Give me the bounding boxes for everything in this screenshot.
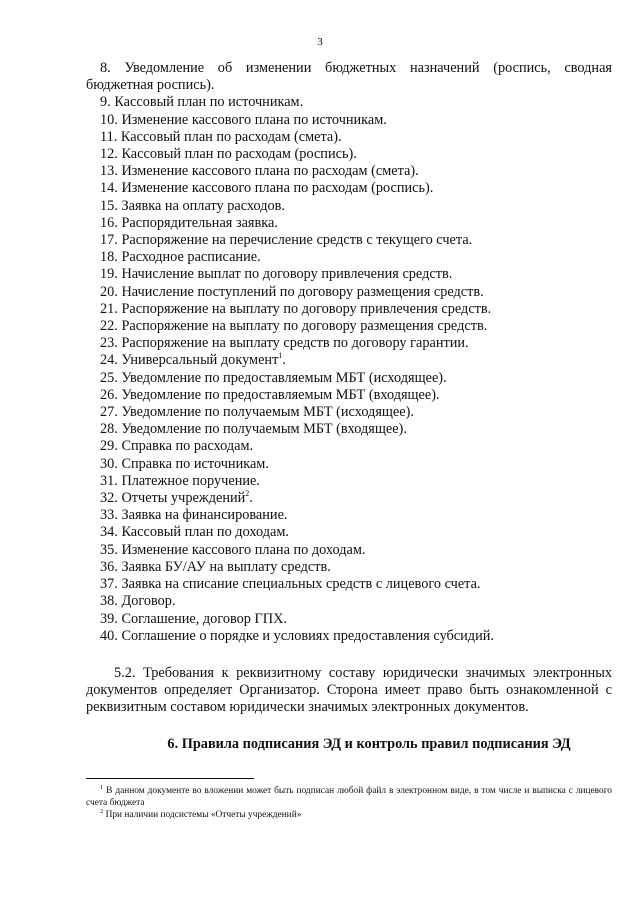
list-item-number: 40. [100,627,118,644]
list-item-text: Изменение кассового плана по доходам. [121,541,366,558]
list-item-number: 28. [100,421,118,438]
list-item [86,335,612,352]
list-item-number: 14. [100,180,118,197]
list-item [86,593,612,610]
document-list [86,60,612,645]
section-heading: 6. Правила подписания ЭД и контроль правил подписания ЭД [167,735,571,752]
list-item-text: Договор. [121,593,176,610]
list-item-number: 18. [100,249,118,266]
list-item [86,507,612,524]
list-item-number: 23. [100,335,118,352]
list-item [86,180,612,197]
list-item-number: 39. [100,610,118,627]
footnote-divider [86,778,254,779]
list-item-number: 38. [100,593,118,610]
list-item-number: 17. [100,232,118,249]
list-item-text: Распоряжение на выплату средств по договору гарантии. [121,335,469,352]
list-item-number: 12. [100,146,118,163]
list-item-text: Уведомление по предоставляемым МБТ (исходящее). [121,369,447,386]
list-item [86,404,612,421]
list-item-text: Универсальный документ [121,352,279,369]
list-item-text: Заявка БУ/АУ на выплату средств. [121,558,331,575]
list-item [86,232,612,249]
list-item-number: 20. [100,283,118,300]
list-item-number: 22. [100,318,118,335]
list-item-text: Платежное поручение. [121,472,260,489]
list-item-text: Начисление поступлений по договору размещения средств. [121,283,484,300]
list-item-number: 27. [100,404,118,421]
list-item [86,438,612,455]
list-item [86,266,612,283]
list-item-text: Справка по расходам. [121,438,254,455]
list-item-number: 33. [100,507,118,524]
list-item [86,421,612,438]
footnote [86,809,612,821]
list-item-number: 35. [100,541,118,558]
list-item-number: 31. [100,472,118,489]
list-item-number: 25. [100,369,118,386]
list-item [86,490,612,507]
list-item [86,473,612,490]
footnotes [86,785,612,821]
list-item [86,112,612,129]
footnote-reference: 2 [245,489,250,499]
list-item-number: 10. [100,111,118,128]
list-item-text: Уведомление по предоставляемым МБТ (входящее). [121,386,440,403]
list-item [86,576,612,593]
list-item-text: Распоряжение на перечисление средств с текущего счета. [121,232,473,249]
list-item-text: Кассовый план по доходам. [121,524,289,541]
list-item [86,249,612,266]
list-item [86,301,612,318]
list-item-text: Отчеты учреждений [121,490,246,507]
list-item-text: Уведомление по получаемым МБТ (исходящее). [121,404,414,421]
list-item-number: 24. [100,352,118,369]
list-item [86,60,612,94]
list-item-text: Справка по источникам. [121,455,269,472]
list-item-tail: . [249,490,253,507]
list-item-text: Распоряжение на выплату по договору размещения средств. [121,318,488,335]
list-item [86,456,612,473]
list-item [86,94,612,111]
list-item-number: 32. [100,490,118,507]
document-body [86,60,612,753]
list-item-number: 16. [100,214,118,231]
list-item-number: 34. [100,524,118,541]
footnote-mark: 1 [100,783,104,791]
footnote-text: При наличии подсистемы «Отчеты учреждений» [103,810,302,820]
list-item-text: Распоряжение на выплату по договору привлечения средств. [121,300,492,317]
list-item-text: Кассовый план по источникам. [114,94,304,111]
list-item-text: Соглашение, договор ГПХ. [121,610,287,627]
list-item-number: 30. [100,455,118,472]
list-item [86,542,612,559]
list-item-text: Распорядительная заявка. [121,214,278,231]
list-item-text: Заявка на оплату расходов. [121,197,285,214]
list-item-text: Начисление выплат по договору привлечения средств. [121,266,453,283]
list-item-number: 13. [100,163,118,180]
list-item-text: Заявка на списание специальных средств с лицевого счета. [121,576,481,593]
paragraph-5-2: 5.2. Требования к реквизитному составу юридически значимых электронных документов определяет Организатор. Сторона имеет право быть ознакомленной с реквизитным составом юридически значимых электронных документов. [86,664,612,716]
list-item-number: 26. [100,386,118,403]
list-item-text: Кассовый план по расходам (роспись). [121,146,357,163]
list-item-number: 8. [100,60,111,76]
list-item-tail: . [282,352,286,369]
list-item-text: Изменение кассового плана по расходам (роспись). [121,180,434,197]
list-item-text: Изменение кассового плана по расходам (смета). [121,163,419,180]
list-item-text: Изменение кассового плана по источникам. [121,111,387,128]
list-item [86,352,612,369]
footnote-mark: 2 [100,807,104,815]
list-item [86,146,612,163]
list-item-number: 19. [100,266,118,283]
list-item [86,387,612,404]
list-item [86,370,612,387]
list-item-number: 29. [100,438,118,455]
list-item-text: Расходное расписание. [121,249,261,266]
list-item-text: Уведомление по получаемым МБТ (входящее). [121,421,407,438]
list-item [86,198,612,215]
footnote [86,785,612,809]
list-item-text: Кассовый план по расходам (смета). [120,128,342,145]
list-item-number: 36. [100,558,118,575]
list-item [86,628,612,645]
list-item [86,318,612,335]
list-item [86,163,612,180]
list-item-number: 15. [100,197,118,214]
list-item [86,284,612,301]
list-item-text: Соглашение о порядке и условиях предоставления субсидий. [121,627,494,644]
list-item-number: 37. [100,576,118,593]
footnote-text: В данном документе во вложении может быть подписан любой файл в электронном виде, в том числе и выписка с лицевого счета бюджета [86,786,612,808]
page-number: 3 [317,36,323,48]
list-item [86,129,612,146]
list-item-number: 9. [100,94,111,111]
list-item [86,524,612,541]
list-item-text: Уведомление об изменении бюджетных назначений (роспись, сводная бюджетная роспись). [86,60,612,94]
list-item [86,215,612,232]
list-item-number: 11. [100,128,118,145]
list-item [86,559,612,576]
list-item-number: 21. [100,300,118,317]
list-item [86,611,612,628]
list-item-text: Заявка на финансирование. [121,507,288,524]
footnote-reference: 1 [278,351,283,361]
